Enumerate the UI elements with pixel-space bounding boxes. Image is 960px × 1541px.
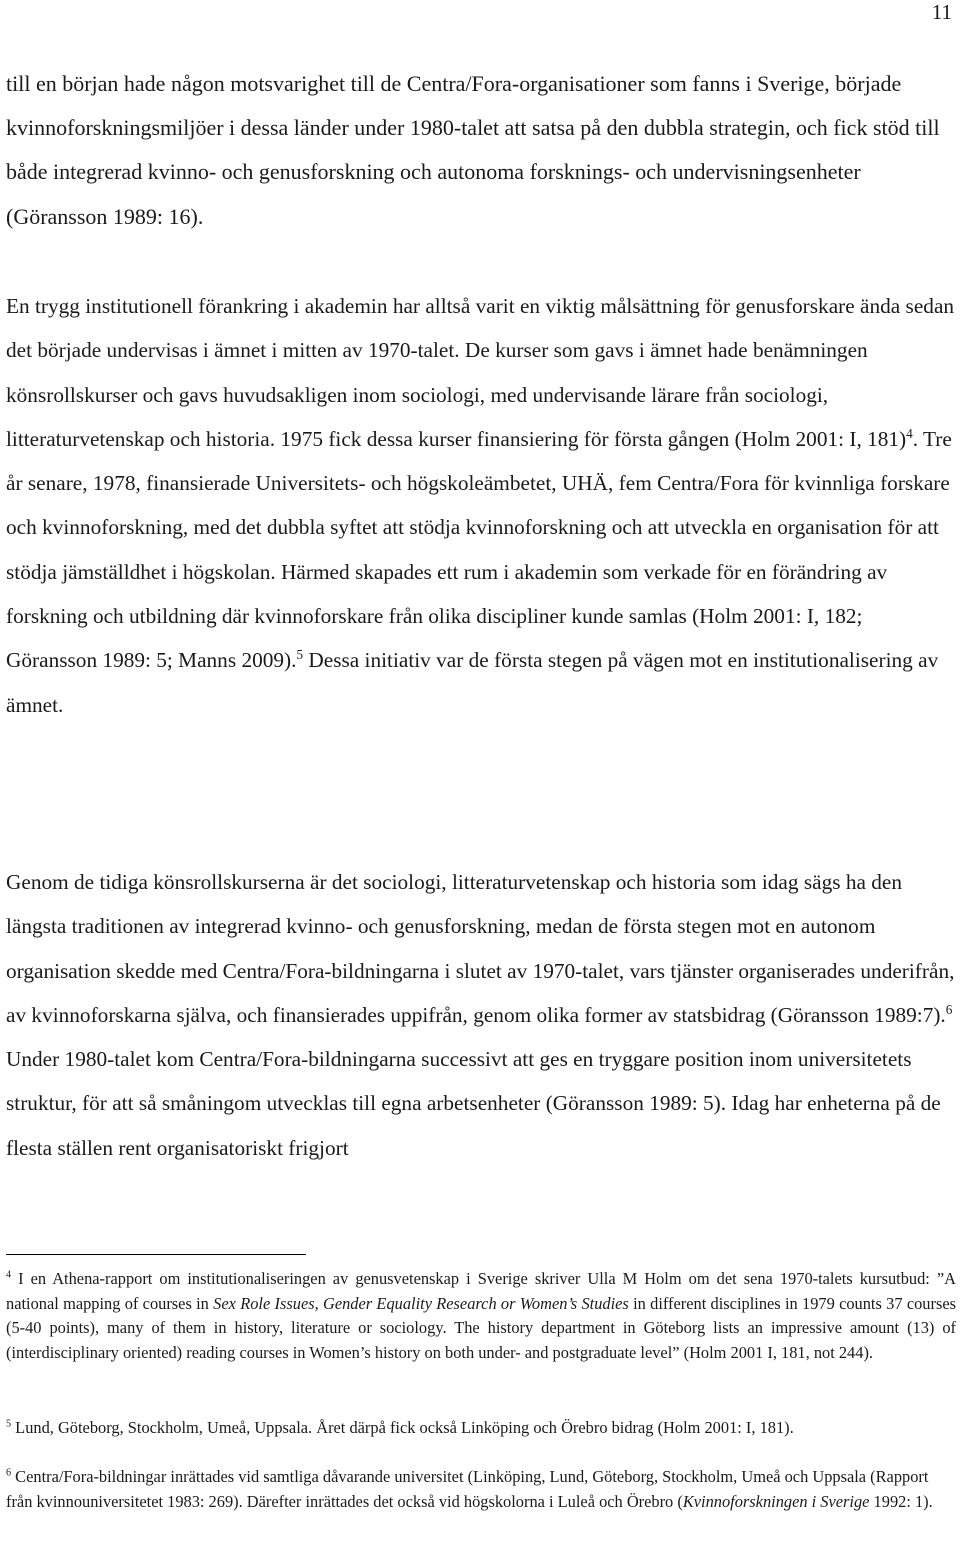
footnote-5-marker: 5: [6, 1418, 12, 1430]
footnote-ref-6[interactable]: 6: [945, 1001, 953, 1017]
paragraph-1-text: till en början hade någon motsvarighet till de Centra/Fora-organisationer som fanns i Sverige, började kvinnoforskningsmiljöer i dessa länder under 1980-talet att satsa på den dubbla strategin, och fick stöd till både integrerad kvinno- och genusforskning och autonoma forsknings- och undervisningsenheter (Göransson 1989: 16).: [6, 71, 940, 229]
footnote-6: [6, 1465, 956, 1514]
paragraph-2-text-a: En trygg institutionell förankring i akademin har alltså varit en viktig målsättning för genusforskare ända sedan det började undervisas i ämnet i mitten av 1970-talet. De kurser som gavs i ämnet hade benämningen könsrollskurser och gavs huvudsakligen inom sociologi, med undervisande lärare från sociologi, litteraturvetenskap och historia. 1975 fick dessa kurser finansiering för första gången (Holm 2001: I, 181): [6, 294, 955, 451]
paragraph-3-text-b: Under 1980-talet kom Centra/Fora-bildningarna successivt att ges en tryggare position inom universitetets struktur, för att så småningom utvecklas till egna arbetsenheter (Göransson 1989: 5). Idag har enheterna på de flesta ställen rent organisatoriskt frigjort: [6, 1047, 941, 1160]
footnote-ref-4[interactable]: 4: [906, 425, 913, 441]
paragraph-1: [6, 62, 956, 239]
footnote-5-text: Lund, Göteborg, Stockholm, Umeå, Uppsala. Året därpå fick också Linköping och Örebro bidrag (Holm 2001: I, 181).: [11, 1418, 794, 1437]
footnote-5: [6, 1416, 956, 1441]
paragraph-2-text-c: Dessa initiativ var de första stegen på vägen mot en institutionalisering av ämnet.: [6, 648, 939, 717]
footnote-6-italic: Kvinnoforskningen i Sverige: [682, 1491, 870, 1511]
footnote-4-text-b: in different disciplines in 1979 counts 37 courses (5-40 points), many of them in history, literature or sociology. The history department in Göteborg lists an impressive amount (13) of (interdisciplinary oriented) reading courses in Women’s history on both under- and postgraduate level” (Holm 2001 I, 181, not 244).: [6, 1293, 956, 1362]
footnote-4: [6, 1267, 956, 1365]
footnote-6-text-a: Centra/Fora-bildningar inrättades vid samtliga dåvarande universitet (Linköping, Lund, Göteborg, Stockholm, Umeå och Uppsala (Rapport från kvinnouniversitetet 1983: 269). Därefter inrättades det också vid högskolorna i Luleå och Örebro (: [6, 1467, 929, 1511]
footnote-separator: [6, 1254, 306, 1255]
paragraph-2: [6, 284, 956, 727]
footnote-4-marker: 4: [6, 1269, 12, 1281]
paragraph-3: [6, 860, 956, 1170]
footnote-6-marker: 6: [6, 1467, 12, 1479]
footnote-4-text-a: I en Athena-rapport om institutionaliseringen av genusvetenskap i Sverige skriver Ulla M Holm om det sena 1970-talets kursutbud: ”A national mapping of courses in: [6, 1269, 956, 1313]
footnote-ref-5[interactable]: 5: [296, 647, 304, 663]
paragraph-3-text-a: Genom de tidiga könsrollskurserna är det sociologi, litteraturvetenskap och historia som idag sägs ha den längsta traditionen av integrerad kvinno- och genusforskning, medan de första stegen mot en autonom organisation skedde med Centra/Fora-bildningarna i slutet av 1970-talet, vars tjänster organiserades underifrån, av kvinnoforskarna själva, och finansierades uppifrån, genom olika former av statsbidrag (Göransson 1989:7).: [6, 870, 955, 1027]
paragraph-2-text-b: . Tre år senare, 1978, finansierade Universitets- och högskoleämbetet, UHÄ, fem Centra/Fora för kvinnliga forskare och kvinnoforskning, med det dubbla syftet att stödja kvinnoforskning och att utveckla en organisation för att stödja jämställdhet i högskolan. Härmed skapades ett rum i akademin som verkade för en förändring av forskning och utbildning där kvinnoforskare från olika discipliner kunde samlas (Holm 2001: I, 182; Göransson 1989: 5; Manns 2009).: [6, 426, 952, 673]
page-number: 11: [931, 0, 952, 24]
footnote-6-text-b: 1992: 1).: [869, 1491, 933, 1511]
footnote-4-italic: Sex Role Issues, Gender Equality Research or Women’s Studies: [213, 1293, 629, 1313]
